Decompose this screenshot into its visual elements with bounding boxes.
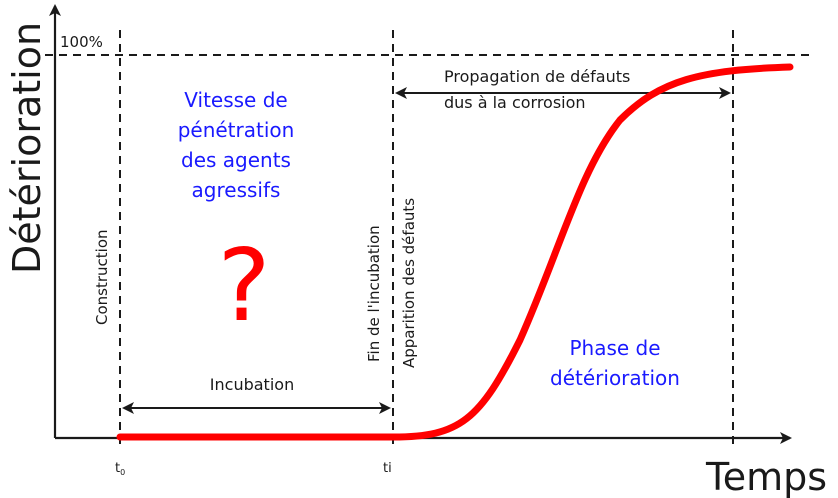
propagation-label-line1: Propagation de défauts	[444, 67, 631, 86]
phase-line-2: détérioration	[550, 366, 680, 390]
incubation-label: Incubation	[209, 375, 295, 394]
t0-tick-label: $t_0$	[115, 461, 126, 477]
question-mark: ?	[217, 227, 271, 344]
vitesse-line-2: pénétration	[177, 118, 295, 142]
apparition-defauts-label: Apparition des défauts	[400, 197, 418, 368]
vitesse-line-1: Vitesse de	[184, 88, 288, 112]
vitesse-line-4: agressifs	[191, 178, 281, 202]
phase-line-1: Phase de	[569, 336, 661, 360]
vitesse-text	[178, 88, 295, 202]
max-level-label: 100%	[60, 33, 103, 51]
propagation-label-line2: dus à la corrosion	[444, 93, 586, 112]
x-axis-label: Temps	[706, 455, 828, 498]
vitesse-line-3: des agents	[181, 148, 291, 172]
fin-incubation-label: Fin de l'incubation	[365, 225, 383, 362]
y-axis-label: Détérioration	[5, 21, 49, 275]
ti-tick-label: ti	[383, 461, 392, 476]
construction-label: Construction	[93, 229, 111, 325]
phase-text	[550, 336, 680, 390]
